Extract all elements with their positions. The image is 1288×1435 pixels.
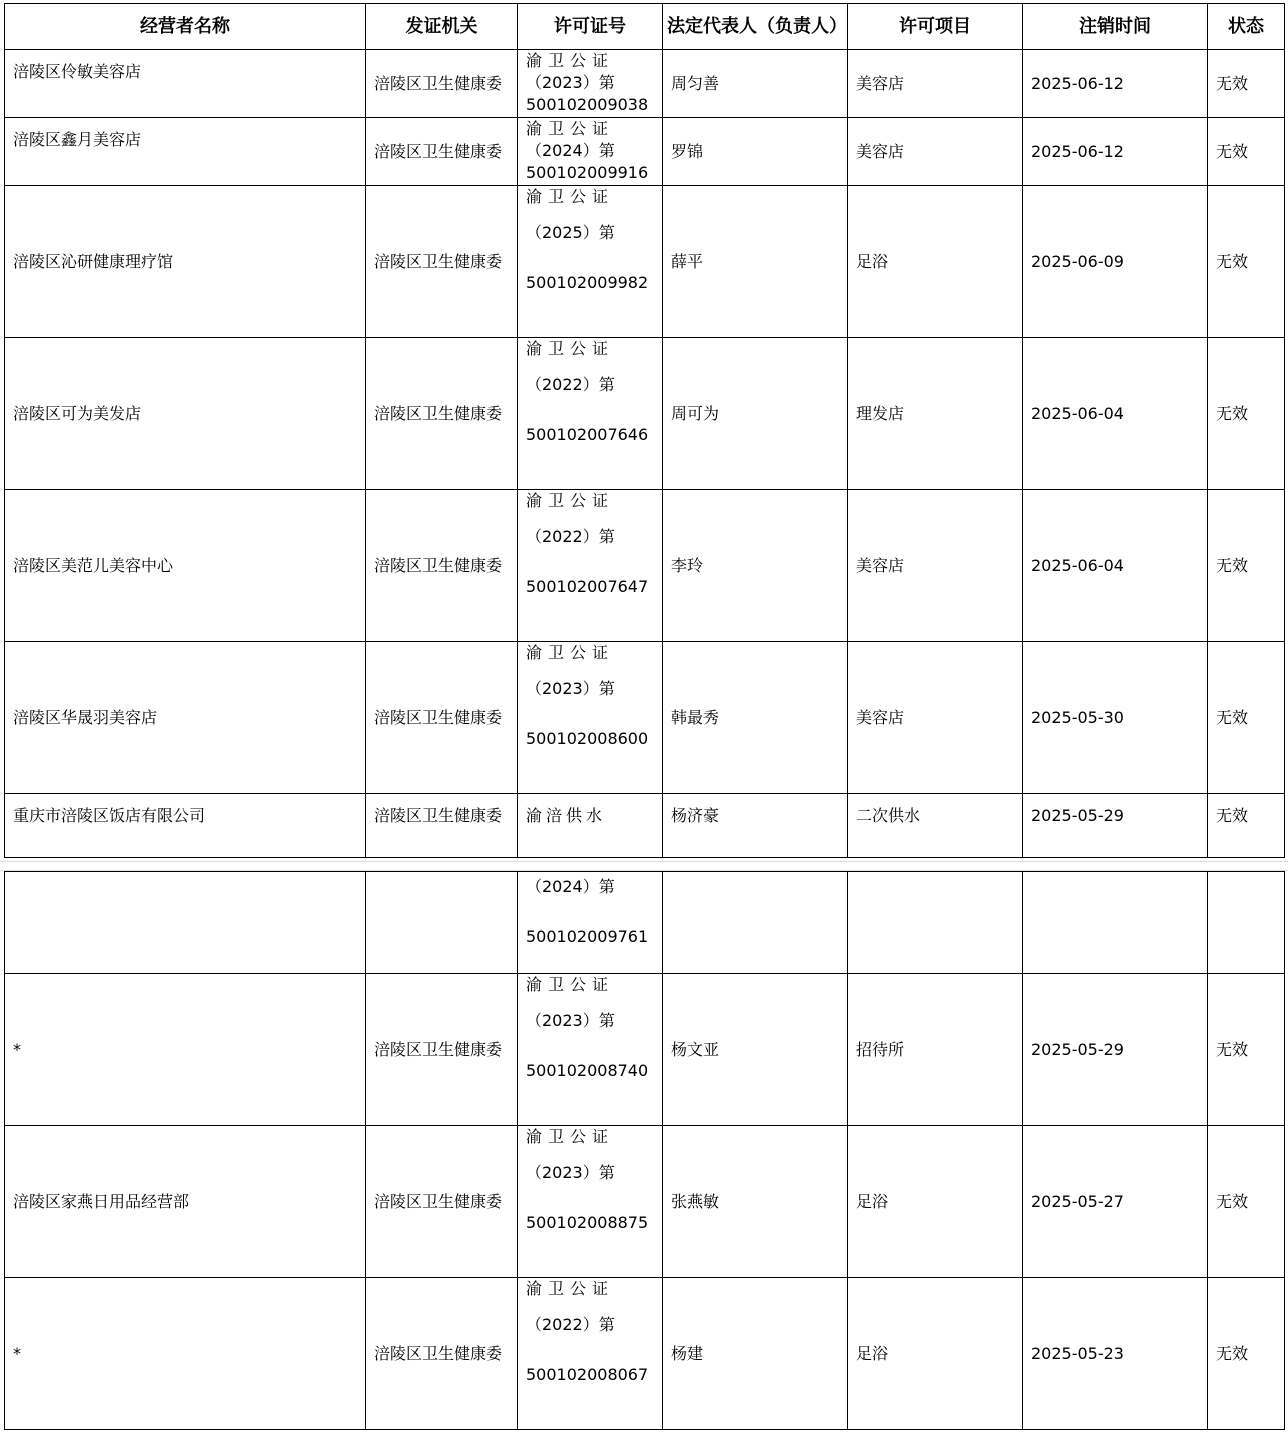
operator-name: 涪陵区鑫月美容店	[5, 118, 366, 186]
table-row	[5, 1126, 1285, 1278]
license-item: 招待所	[848, 974, 1023, 1126]
license-item: 美容店	[848, 50, 1023, 118]
status: 无效	[1208, 1278, 1285, 1430]
license-year: （2022）第	[526, 527, 615, 546]
operator-name: 重庆市涪陵区饭店有限公司	[5, 794, 366, 858]
table-row	[5, 338, 1285, 490]
license-prefix: 渝卫公证	[526, 1279, 615, 1298]
license-item	[848, 872, 1023, 974]
issuing-authority: 涪陵区卫生健康委	[366, 50, 518, 118]
status: 无效	[1208, 974, 1285, 1126]
cancel-date: 2025-06-09	[1023, 186, 1208, 338]
cancel-date: 2025-06-12	[1023, 118, 1208, 186]
status: 无效	[1208, 794, 1285, 858]
license-code: 500102008740	[526, 1061, 649, 1080]
license-item: 理发店	[848, 338, 1023, 490]
license-prefix: 渝卫公证	[526, 187, 615, 206]
issuing-authority: 涪陵区卫生健康委	[366, 490, 518, 642]
legal-representative	[663, 872, 848, 974]
license-year: （2023）第	[526, 679, 615, 698]
license-year: （2023）第	[526, 1011, 615, 1030]
cancel-date: 2025-05-30	[1023, 642, 1208, 794]
legal-representative: 罗锦	[663, 118, 848, 186]
table-row	[5, 794, 1285, 858]
table-row	[5, 974, 1285, 1126]
license-code: 500102009761	[526, 927, 649, 946]
license-year: （2022）第	[526, 375, 615, 394]
license-item: 美容店	[848, 642, 1023, 794]
status: 无效	[1208, 1126, 1285, 1278]
license-number	[518, 1126, 663, 1278]
license-number	[518, 1278, 663, 1430]
operator-name: 涪陵区可为美发店	[5, 338, 366, 490]
legal-representative: 周可为	[663, 338, 848, 490]
legal-representative: 张燕敏	[663, 1126, 848, 1278]
issuing-authority: 涪陵区卫生健康委	[366, 974, 518, 1126]
license-prefix: 渝卫公证	[526, 643, 615, 662]
legal-representative: 杨济豪	[663, 794, 848, 858]
table-row	[5, 490, 1285, 642]
license-year: （2024）第	[526, 141, 615, 160]
table-row-continued	[5, 872, 1285, 974]
cancel-date: 2025-06-12	[1023, 50, 1208, 118]
license-prefix: 渝卫公证	[526, 339, 615, 358]
legal-representative: 杨建	[663, 1278, 848, 1430]
license-number	[518, 50, 663, 118]
license-prefix: 渝卫公证	[526, 975, 615, 994]
cancel-date: 2025-06-04	[1023, 338, 1208, 490]
header-legal-representative: 法定代表人（负责人）	[663, 4, 848, 50]
license-prefix: 渝卫公证	[526, 119, 615, 138]
cancel-date: 2025-05-27	[1023, 1126, 1208, 1278]
header-operator-name: 经营者名称	[5, 4, 366, 50]
issuing-authority: 涪陵区卫生健康委	[366, 1278, 518, 1430]
issuing-authority: 涪陵区卫生健康委	[366, 1126, 518, 1278]
cancel-date: 2025-05-29	[1023, 974, 1208, 1126]
license-item: 二次供水	[848, 794, 1023, 858]
legal-representative: 李玲	[663, 490, 848, 642]
header-issuing-authority: 发证机关	[366, 4, 518, 50]
operator-name: 涪陵区美范儿美容中心	[5, 490, 366, 642]
license-number	[518, 794, 663, 858]
cancel-date: 2025-05-23	[1023, 1278, 1208, 1430]
status: 无效	[1208, 490, 1285, 642]
license-item: 足浴	[848, 1126, 1023, 1278]
legal-representative: 韩最秀	[663, 642, 848, 794]
license-code: 500102008600	[526, 729, 649, 748]
legal-representative: 薛平	[663, 186, 848, 338]
license-item: 足浴	[848, 1278, 1023, 1430]
header-row	[5, 4, 1285, 50]
operator-name: 涪陵区华晟羽美容店	[5, 642, 366, 794]
header-license-number: 许可证号	[518, 4, 663, 50]
license-code: 500102009916	[526, 163, 649, 182]
license-year: （2023）第	[526, 73, 615, 92]
issuing-authority: 涪陵区卫生健康委	[366, 338, 518, 490]
license-year: （2022）第	[526, 1315, 615, 1334]
operator-name	[5, 872, 366, 974]
license-number	[518, 118, 663, 186]
table-row	[5, 118, 1285, 186]
license-year: （2023）第	[526, 1163, 615, 1182]
license-code: 500102007647	[526, 577, 649, 596]
issuing-authority: 涪陵区卫生健康委	[366, 794, 518, 858]
status: 无效	[1208, 186, 1285, 338]
license-prefix: 渝卫公证	[526, 51, 615, 70]
header-license-item: 许可项目	[848, 4, 1023, 50]
table-row	[5, 50, 1285, 118]
status: 无效	[1208, 642, 1285, 794]
license-code: 500102009038	[526, 95, 649, 114]
cancel-date	[1023, 872, 1208, 974]
license-number	[518, 642, 663, 794]
license-prefix: 渝卫公证	[526, 491, 615, 510]
header-status: 状态	[1208, 4, 1285, 50]
license-table-page-1	[4, 3, 1285, 858]
license-code: 500102008875	[526, 1213, 649, 1232]
legal-representative: 杨文亚	[663, 974, 848, 1126]
operator-name: *	[5, 1278, 366, 1430]
status	[1208, 872, 1285, 974]
license-number	[518, 186, 663, 338]
license-item: 美容店	[848, 490, 1023, 642]
operator-name: *	[5, 974, 366, 1126]
license-item: 足浴	[848, 186, 1023, 338]
operator-name: 涪陵区家燕日用品经营部	[5, 1126, 366, 1278]
license-number	[518, 872, 663, 974]
table-row	[5, 186, 1285, 338]
issuing-authority: 涪陵区卫生健康委	[366, 642, 518, 794]
operator-name: 涪陵区沁研健康理疗馆	[5, 186, 366, 338]
legal-representative: 周匀善	[663, 50, 848, 118]
license-number	[518, 974, 663, 1126]
license-code: 500102008067	[526, 1365, 649, 1384]
license-code: 500102009982	[526, 273, 649, 292]
license-table-page-2	[4, 871, 1285, 1430]
license-number	[518, 490, 663, 642]
cancel-date: 2025-05-29	[1023, 794, 1208, 858]
status: 无效	[1208, 338, 1285, 490]
table-row	[5, 642, 1285, 794]
page-break	[0, 861, 1288, 871]
license-number	[518, 338, 663, 490]
table-row	[5, 1278, 1285, 1430]
license-prefix: 渝卫公证	[526, 1127, 615, 1146]
cancel-date: 2025-06-04	[1023, 490, 1208, 642]
license-year: （2025）第	[526, 223, 615, 242]
status: 无效	[1208, 118, 1285, 186]
issuing-authority: 涪陵区卫生健康委	[366, 186, 518, 338]
license-code: 500102007646	[526, 425, 649, 444]
license-year: （2024）第	[526, 877, 615, 896]
license-prefix: 渝涪供水	[526, 806, 607, 825]
license-item: 美容店	[848, 118, 1023, 186]
header-cancel-date: 注销时间	[1023, 4, 1208, 50]
issuing-authority	[366, 872, 518, 974]
status: 无效	[1208, 50, 1285, 118]
issuing-authority: 涪陵区卫生健康委	[366, 118, 518, 186]
operator-name: 涪陵区伶敏美容店	[5, 50, 366, 118]
